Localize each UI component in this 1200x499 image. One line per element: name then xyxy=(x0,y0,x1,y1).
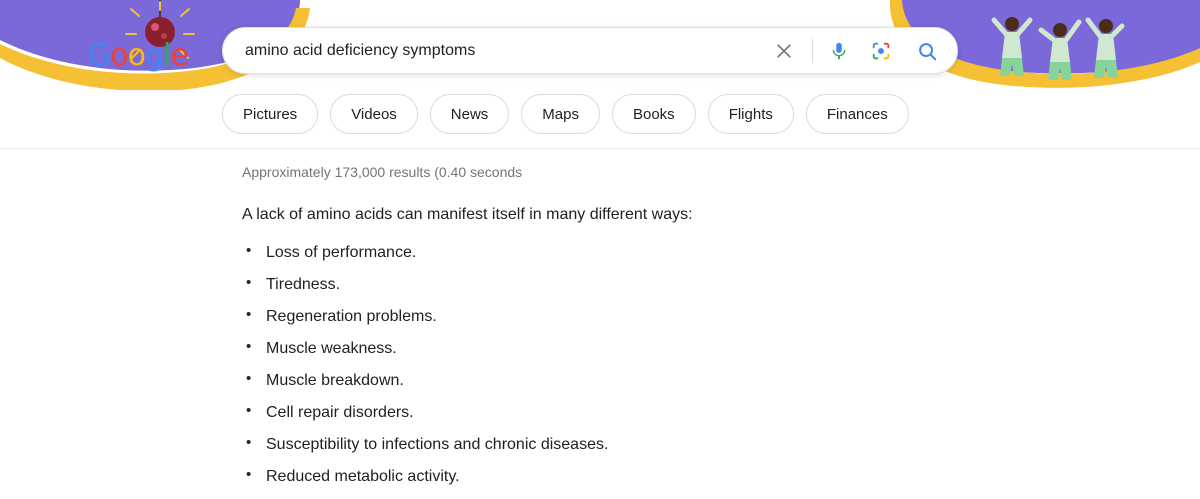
logo-letter-l: l xyxy=(163,38,171,73)
results-column xyxy=(242,164,1062,499)
logo-letter-o1: o xyxy=(110,38,128,73)
list-item: • Reduced metabolic activity. xyxy=(242,467,1062,487)
list-item: • Muscle breakdown. xyxy=(242,371,1062,391)
close-icon[interactable] xyxy=(770,37,798,65)
google-lens-icon[interactable] xyxy=(867,37,895,65)
chip-videos[interactable]: Videos xyxy=(330,94,418,134)
logo-letter-e: e xyxy=(170,38,188,73)
logo-letter-o2: o xyxy=(127,38,145,73)
search-bar[interactable] xyxy=(222,27,958,74)
list-item: • Susceptibility to infections and chronic diseases. xyxy=(242,435,1062,455)
google-logo[interactable] xyxy=(88,38,188,73)
list-item: • Loss of performance. xyxy=(242,243,1062,263)
microphone-icon[interactable] xyxy=(825,37,853,65)
dancers-decoration xyxy=(994,17,1122,80)
filter-chip-row xyxy=(222,94,909,134)
list-item: • Muscle weakness. xyxy=(242,339,1062,359)
header-divider xyxy=(0,148,1200,149)
answer-bullet-list xyxy=(242,243,1062,487)
list-item: • Regeneration problems. xyxy=(242,307,1062,327)
search-divider xyxy=(812,39,813,63)
chip-maps[interactable]: Maps xyxy=(521,94,600,134)
chip-finances[interactable]: Finances xyxy=(806,94,909,134)
list-item: • Tiredness. xyxy=(242,275,1062,295)
logo-letter-g2: g xyxy=(144,38,164,73)
chip-flights[interactable]: Flights xyxy=(708,94,794,134)
chip-pictures[interactable]: Pictures xyxy=(222,94,318,134)
search-icon[interactable] xyxy=(913,37,941,65)
logo-letter-g: G xyxy=(88,38,111,73)
list-item: • Cell repair disorders. xyxy=(242,403,1062,423)
result-stats: Approximately 173,000 results (0.40 seconds xyxy=(242,164,523,180)
search-input[interactable] xyxy=(223,42,770,60)
answer-lead-text: A lack of amino acids can manifest itself in many different ways: xyxy=(242,206,693,223)
chip-books[interactable]: Books xyxy=(612,94,696,134)
chip-news[interactable]: News xyxy=(430,94,510,134)
